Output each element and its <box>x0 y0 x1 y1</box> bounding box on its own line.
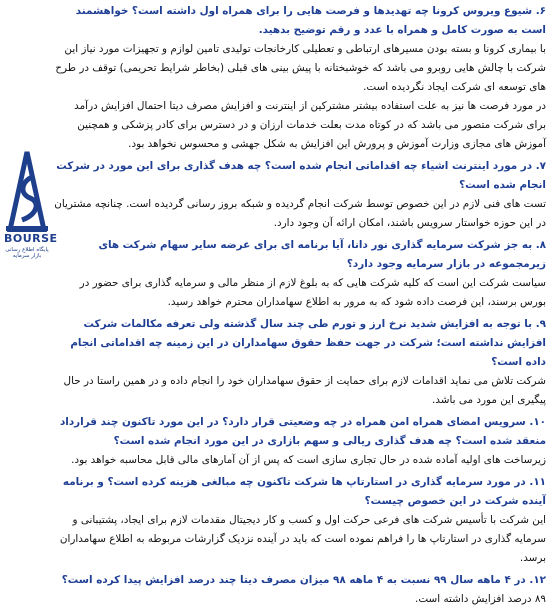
qa-item-12 <box>52 571 546 609</box>
answer-7: تست های فنی لازم در این خصوص توسط شرکت انجام گردیده و شبکه بروز رسانی گردیده است. چنانچه مشتریان در این حوزه خواستار سرویس باشند، امکان ارائه آن وجود دارد. <box>54 198 546 229</box>
qa-item-8 <box>52 236 546 312</box>
answer-11: این شرکت با تأسیس شرکت های فرعی حرکت اول و کسب و کار دیجیتال مقدمات لازم برای ایجاد، پشتیبانی و سرمایه گذاری در استارتاپ ها را فراهم نموده است که باید در آینده نزدیک گزارشات مربوطه به اطلاع سهامداران برسد. <box>59 514 546 564</box>
question-7: ۷. در مورد اینترنت اشیاء چه اقداماتی انجام شده است؟ چه هدف گذاری برای این مورد در شرکت انجام شده است؟ <box>56 160 546 191</box>
answer-6-part-2: در مورد فرصت ها نیز به علت استفاده بیشتر مشترکین از اینترنت و افزایش مصرف دیتا احتمال افزایش درآمد برای شرکت متصور می باشد که در کوتاه مدت بعلت خدمات ارزان و در دسترس برای کادر پزشکی و همچنین آموزش های مجازی وزارت آموزش و پرورش این افزایش به شکل جهشی و محسوس نخواهد بود. <box>74 100 546 150</box>
qa-item-6 <box>52 2 546 154</box>
question-8: ۸. به جز شرکت سرمایه گذاری نور دانا، آیا برنامه ای برای عرضه سایر سهام شرکت های زیرمجموعه در بازار سرمایه وجود دارد؟ <box>98 239 546 270</box>
logo-brand-text: BOURSE <box>4 232 58 245</box>
answer-12: ۸۹ درصد افزایش داشته است. <box>415 593 546 605</box>
qa-item-9 <box>52 315 546 410</box>
question-6: ۶. شیوع ویروس کرونا چه تهدیدها و فرصت هایی را برای همراه اول داشته است؟ خواهشمند است به صورت کامل و همراه با عدد و رقم توضیح بدهید. <box>75 5 546 36</box>
qa-item-11 <box>52 473 546 568</box>
bourse-logo-icon <box>4 148 50 232</box>
question-12: ۱۲. در ۴ ماهه سال ۹۹ نسبت به ۴ ماهه ۹۸ میزان مصرف دیتا چند درصد افزایش پیدا کرده است؟ <box>61 574 546 586</box>
question-10: ۱۰. سرویس امضای همراه امن همراه در چه وضعیتی قرار دارد؟ در این مورد تاکنون چند قرارداد منعقد شده است؟ چه هدف گذاری ریالی و سهم بازاری در این مورد انجام شده است؟ <box>59 416 546 447</box>
answer-10: زیرساخت های اولیه آماده شده در حال تجاری سازی است که پس از آن آمارهای مالی قابل محاسبه خواهد بود. <box>71 454 546 466</box>
qa-item-7 <box>52 157 546 233</box>
question-11: ۱۱. در مورد سرمایه گذاری در استارتاپ ها شرکت تاکنون چه مبالغی هزینه کرده است؟ و برنامه آینده شرکت در این خصوص چیست؟ <box>62 476 546 507</box>
qa-document <box>52 2 546 609</box>
answer-6-part-1: با بیماری کرونا و بسته بودن مسیرهای ارتباطی و تعطیلی کارخانجات تولیدی تامین لوازم و تجهیزات مورد نیاز این شرکت با چالش هایی روبرو می باشد که خوشبختانه با پیش بینی های قبلی (بخاطر شرایط تحریمی) توقف در طرح های توسعه ای شرکت ایجاد نگردیده است. <box>55 43 546 93</box>
answer-8: سیاست شرکت این است که کلیه شرکت هایی که به بلوغ لازم از منظر مالی و سرمایه گذاری برای حضور در بورس برسند، این فرصت داده شود که به مرور به اطلاع سهامداران محترم خواهد رسید. <box>79 277 546 308</box>
answer-9: شرکت تلاش می نماید اقدامات لازم برای حمایت از حقوق سهامداران خود را انجام داده و در همین راستا در حال پیگیری این مورد می باشد. <box>63 375 546 406</box>
bourse-logo <box>4 148 58 260</box>
question-9: ۹. با توجه به افزایش شدید نرخ ارز و تورم طی چند سال گذشته ولی تعرفه مکالمات شرکت افزایش نداشته است؛ شرکت در جهت حفظ حقوق سهامداران در این زمینه چه اقداماتی انجام داده است؟ <box>70 318 546 368</box>
logo-tagline: پایگاه اطلاع رسانی بازار سرمایه <box>5 247 49 259</box>
qa-item-10 <box>52 413 546 470</box>
